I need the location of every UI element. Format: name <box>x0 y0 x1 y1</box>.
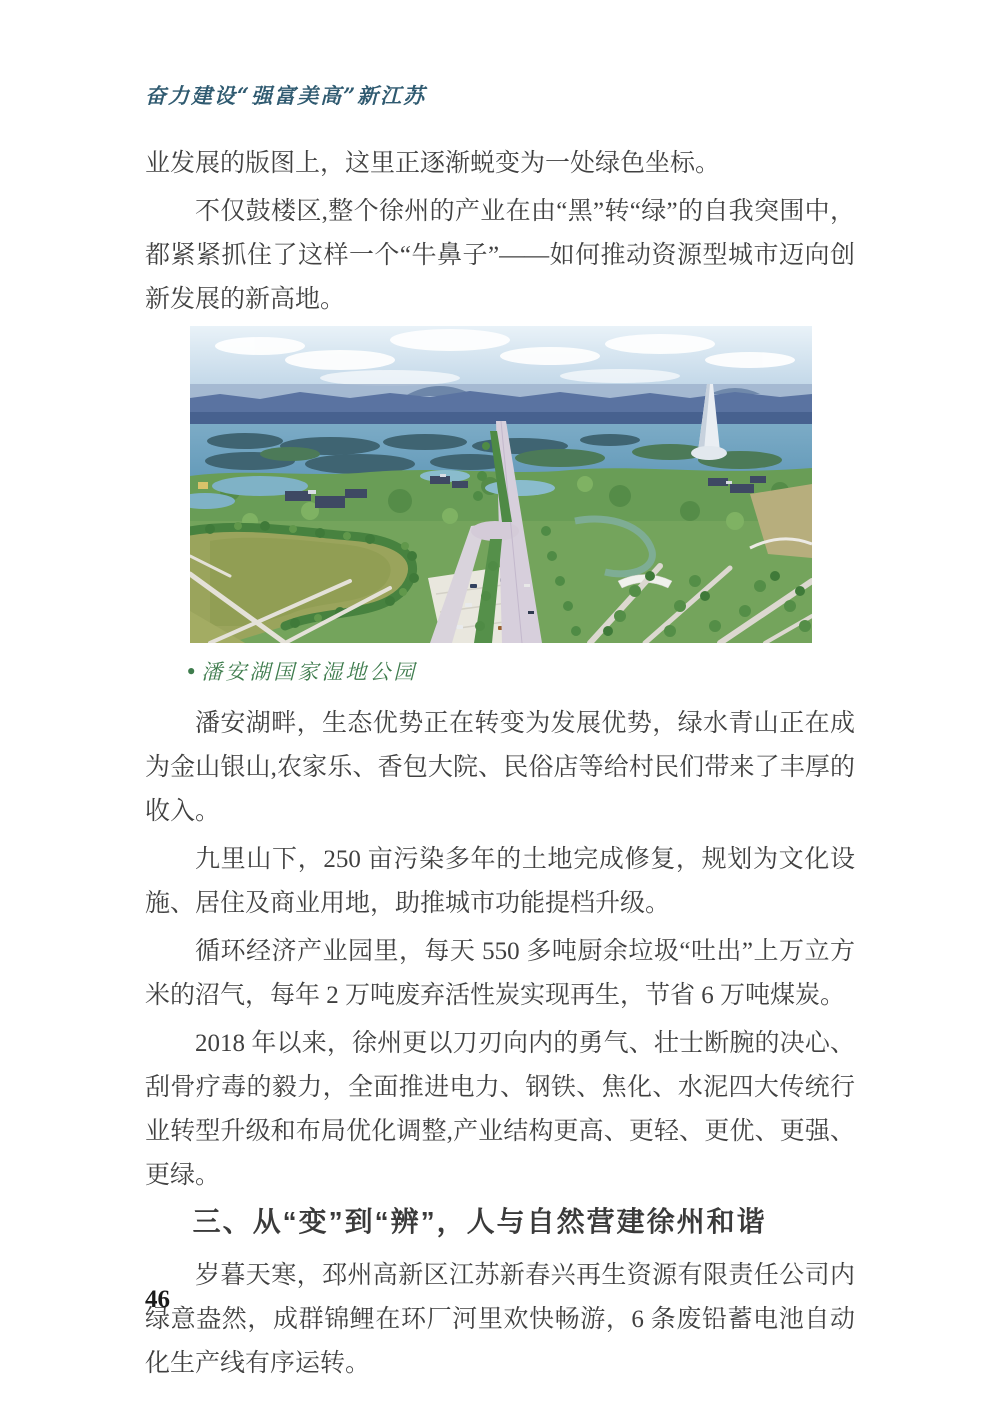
paragraph-1: 业发展的版图上，这里正逐渐蜕变为一处绿色坐标。 <box>145 150 721 177</box>
aerial-photo-illustration <box>190 326 812 643</box>
paragraph-5: 循环经济产业园里，每天 550 多吨厨余垃圾“吐出”上万立方米的沼气，每年 2 万吨废弃活性炭实现再生，节省 6 万吨煤炭。 <box>145 938 855 1009</box>
wetland-park-aerial-photo <box>190 326 812 643</box>
paragraph-3: 潘安湖畔，生态优势正在转变为发展优势，绿水青山正在成为金山银山,农家乐、香包大院、民俗店等给村民们带来了丰厚的收入。 <box>145 710 855 825</box>
caption-bullet-icon: • <box>185 660 198 684</box>
paragraph-7: 岁暮天寒，邳州高新区江苏新春兴再生资源有限责任公司内绿意盎然，成群锦鲤在环厂河里欢快畅游，6 条废铅蓄电池自动化生产线有序运转。 <box>145 1262 855 1377</box>
caption-text: 潘安湖国家湿地公园 <box>201 660 418 684</box>
section-heading: 三、从“变”到“辨”，人与自然营建徐州和谐 <box>192 1206 767 1237</box>
paragraph-2: 不仅鼓楼区,整个徐州的产业在由“黑”转“绿”的自我突围中，都紧紧抓住了这样一个“牛鼻子”——如何推动资源型城市迈向创新发展的新高地。 <box>145 198 855 313</box>
paragraph-4: 九里山下，250 亩污染多年的土地完成修复，规划为文化设施、居住及商业用地，助推城市功能提档升级。 <box>145 846 855 917</box>
photo-caption <box>185 656 855 686</box>
running-header: 奋力建设“强富美高”新江苏 <box>145 83 427 108</box>
paragraph-6: 2018 年以来，徐州更以刀刃向内的勇气、壮士断腕的决心、刮骨疗毒的毅力，全面推进电力、钢铁、焦化、水泥四大传统行业转型升级和布局优化调整,产业结构更高、更轻、更优、更强、更绿。 <box>145 1030 855 1189</box>
page-number: 46 <box>145 1286 170 1313</box>
